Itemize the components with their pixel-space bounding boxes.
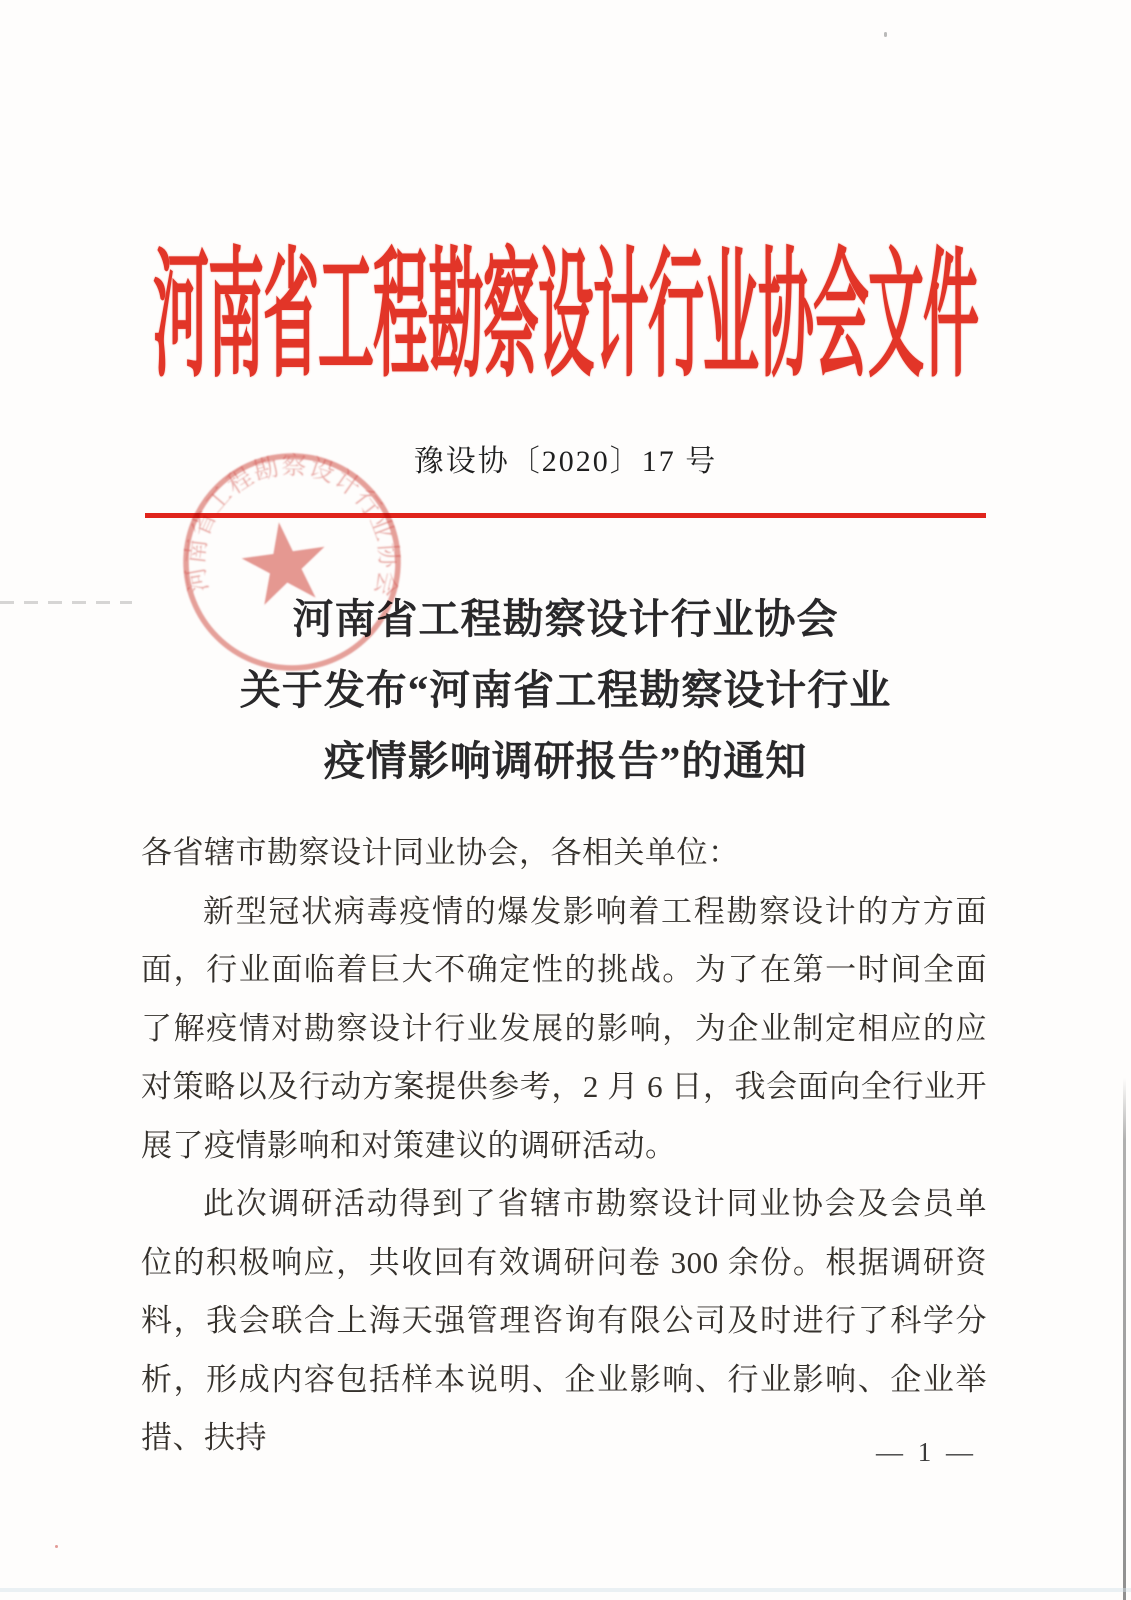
body-paragraph-2: 此次调研活动得到了省辖市勘察设计同业协会及会员单位的积极响应，共收回有效调研问卷 300 余份。根据调研资料，我会联合上海天强管理咨询有限公司及时进行了科学分析，形成内容包括样本说明、企业影响、行业影响、企业举措、扶持 [141, 1186, 987, 1455]
notice-body [141, 824, 987, 1468]
letterhead-banner-text: 河南省工程勘察设计行业协会文件 [153, 240, 978, 396]
page-number: — 1 — [876, 1437, 977, 1467]
seal-star-icon [237, 517, 331, 607]
scan-artifact-speck [55, 1545, 58, 1548]
notice-title-line-1: 河南省工程勘察设计行业协会 [292, 596, 839, 642]
body-paragraph-1: 新型冠状病毒疫情的爆发影响着工程勘察设计的方方面面，行业面临着巨大不确定性的挑战。为了在第一时间全面了解疫情对勘察设计行业发展的影响，为企业制定相应的应对策略以及行动方案提供参考，2 月 6 日，我会面向全行业开展了疫情影响和对策建议的调研活动。 [141, 893, 987, 1163]
scan-artifact-speck [884, 32, 887, 37]
official-seal [172, 442, 412, 682]
letterhead-banner [0, 228, 1131, 396]
document-number: 豫设协〔2020〕17 号 [413, 445, 718, 478]
salutation-line: 各省辖市勘察设计同业协会，各相关单位： [141, 835, 740, 870]
seal-arc-text: 河南省工程勘察设计行业协会 [182, 452, 402, 600]
notice-title-line-2: 关于发布“河南省工程勘察设计行业 [239, 667, 892, 713]
scan-artifact-smudge [0, 601, 132, 604]
notice-title-line-3: 疫情影响调研报告”的通知 [323, 738, 808, 784]
notice-title [0, 584, 1131, 797]
scan-artifact-bottom-band [0, 1588, 1131, 1592]
scan-artifact-vertical-line [1123, 1078, 1126, 1600]
